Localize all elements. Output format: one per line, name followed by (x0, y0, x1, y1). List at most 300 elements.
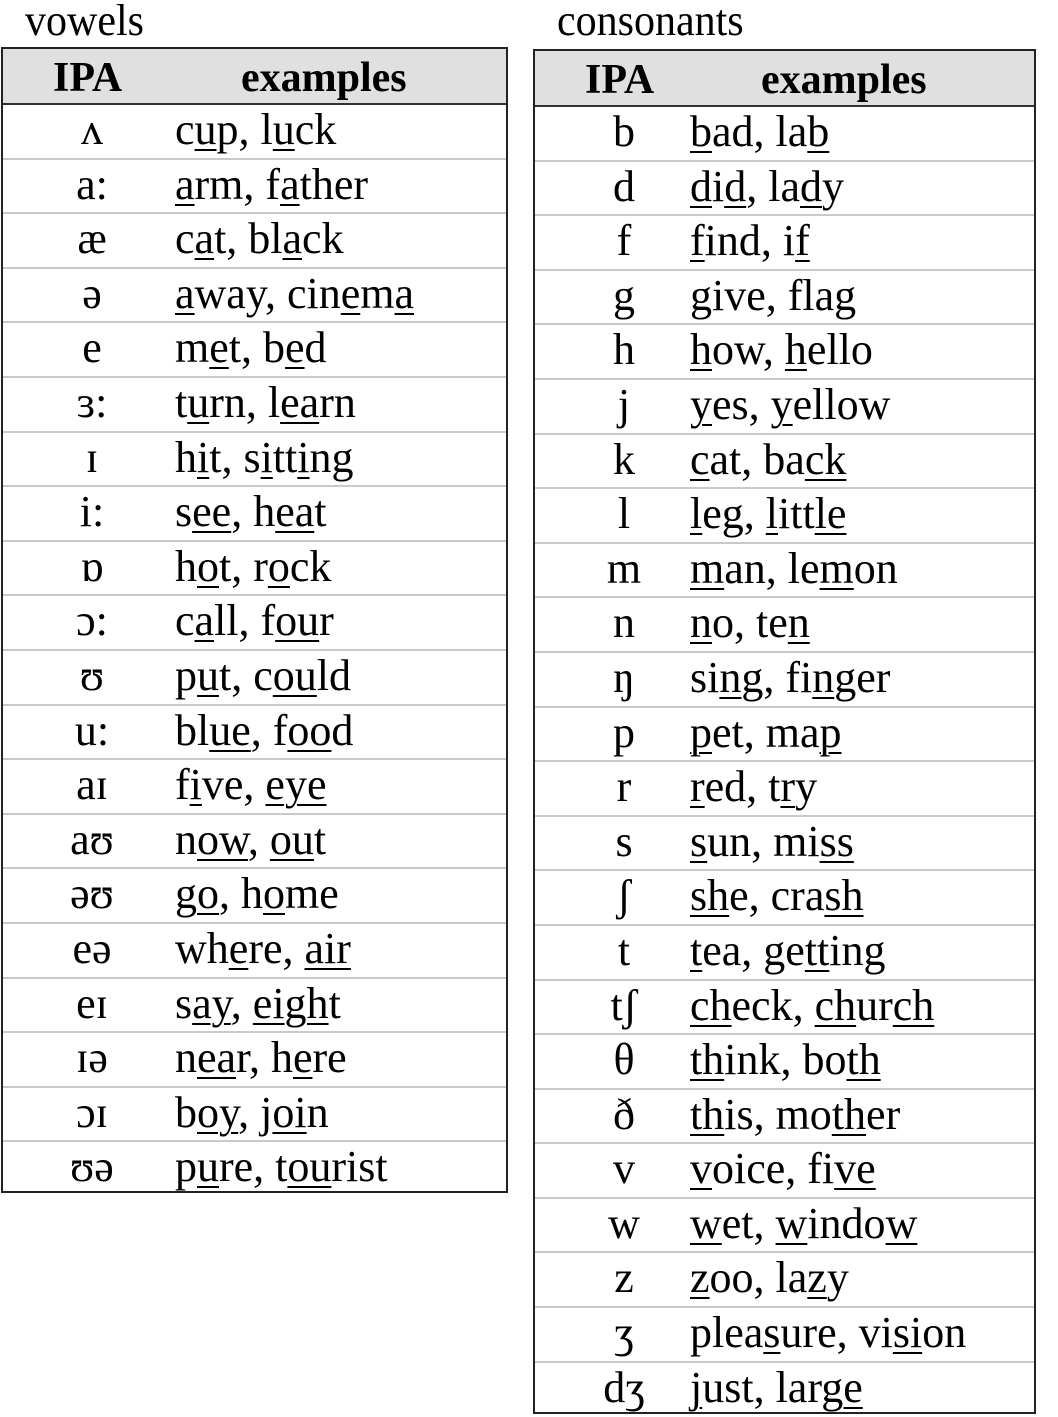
underlined-letters: f (795, 216, 810, 266)
example-text: , j (238, 1087, 273, 1137)
underlined-letters: e (228, 923, 249, 973)
table-row (535, 107, 1034, 162)
example-text: eg, (702, 489, 766, 539)
ipa-symbol: aʊ (70, 814, 114, 864)
ipa-column-header: IPA (585, 57, 655, 103)
example-words (690, 325, 873, 375)
example-text: t, c (219, 650, 273, 700)
underlined-letters: ch (892, 980, 935, 1030)
example-text: y (826, 1253, 849, 1303)
examples-column-header: examples (761, 57, 927, 103)
example-text: ll, f (214, 596, 276, 646)
table-row (3, 869, 506, 924)
example-text: t, r (219, 541, 268, 591)
table-row (3, 433, 506, 488)
ipa-symbol: g (613, 270, 635, 320)
ipa-symbol: e (82, 323, 102, 373)
table-row (535, 653, 1034, 708)
ipa-column-header: IPA (53, 55, 123, 101)
example-text: p (175, 1142, 197, 1192)
example-text: ck (289, 541, 332, 591)
underlined-letters: u (197, 1142, 219, 1192)
example-text: n (306, 1087, 329, 1137)
table-row (535, 435, 1034, 490)
table-row (3, 269, 506, 324)
underlined-letters: z (807, 1253, 827, 1303)
example-text: on (853, 543, 898, 593)
ipa-symbol: ɪ (85, 432, 99, 482)
ipa-symbol: eə (72, 923, 112, 973)
example-words (175, 1088, 329, 1138)
example-words (175, 323, 327, 373)
example-text: eck, (731, 980, 815, 1030)
example-text: s (175, 978, 193, 1028)
ipa-symbol: d (613, 161, 635, 211)
underlined-letters: a (282, 214, 303, 264)
example-words (175, 378, 356, 428)
underlined-letters: ve (834, 1144, 876, 1194)
ipa-symbol: ŋ (613, 652, 635, 702)
example-text: ger (834, 652, 891, 702)
ipa-symbol: f (616, 216, 632, 266)
consonants-title: consonants (557, 0, 744, 46)
underlined-letters: ch (814, 980, 857, 1030)
example-text: h (175, 432, 197, 482)
ipa-symbol: l (617, 489, 631, 539)
ipa-symbol: tʃ (610, 980, 638, 1030)
table-row (535, 762, 1034, 817)
example-text: o, te (712, 598, 788, 648)
example-words (690, 271, 856, 321)
example-words (690, 926, 886, 976)
example-text: t (328, 978, 341, 1028)
underlined-letters: s (690, 816, 708, 866)
example-text: y (795, 762, 818, 812)
underlined-letters: m (690, 543, 725, 593)
table-row (3, 542, 506, 597)
underlined-letters: w (690, 1198, 722, 1248)
ipa-symbol: v (613, 1144, 635, 1194)
example-text: i (712, 161, 725, 211)
example-words (690, 1253, 849, 1303)
ipa-symbol: p (613, 707, 635, 757)
example-text: t, s (209, 432, 261, 482)
underlined-letters: e (285, 323, 305, 373)
example-words (690, 107, 829, 157)
example-text: , (230, 978, 253, 1028)
underlined-letters: ou (275, 596, 320, 646)
example-text: r, h (236, 1033, 293, 1083)
example-text: on (922, 1308, 967, 1358)
example-words (690, 653, 890, 703)
example-text: ng (309, 432, 354, 482)
examples-column-header: examples (241, 55, 407, 101)
example-text: bl (175, 705, 210, 755)
table-row (535, 708, 1034, 763)
underlined-letters: e (209, 323, 229, 373)
table-row (3, 596, 506, 651)
table-row (535, 817, 1034, 872)
underlined-letters: g (834, 270, 857, 320)
table-row (3, 651, 506, 706)
example-words (690, 762, 817, 812)
table-row (535, 1253, 1034, 1308)
underlined-letters: ge (821, 1362, 863, 1412)
table-row (535, 1363, 1034, 1417)
underlined-letters: g (690, 270, 712, 320)
example-text: ld (316, 650, 351, 700)
example-text: , f (250, 705, 288, 755)
example-words (690, 489, 846, 539)
example-text: c (175, 596, 195, 646)
underlined-letters: u (194, 105, 217, 154)
ipa-symbol: ɔ: (76, 596, 108, 646)
example-words (690, 435, 846, 485)
underlined-letters: ou (269, 814, 314, 864)
table-row (535, 325, 1034, 380)
table-row (535, 544, 1034, 599)
example-text: ive, fla (712, 270, 835, 320)
example-text: ad, la (712, 107, 808, 156)
example-text: rn (319, 377, 356, 427)
table-row (535, 380, 1034, 435)
example-words (690, 817, 854, 867)
example-text: , la (746, 161, 800, 211)
table-header (535, 51, 1034, 107)
underlined-letters: n (690, 598, 712, 648)
example-text: wh (175, 923, 229, 973)
example-text: t (175, 377, 188, 427)
ipa-symbol: θ (613, 1035, 635, 1085)
ipa-symbol: j (617, 379, 631, 429)
example-text: way, cin (194, 268, 341, 318)
table-row (535, 271, 1034, 326)
underlined-letters: tt (804, 925, 830, 975)
underlined-letters: oo (287, 705, 332, 755)
underlined-letters: a (194, 596, 215, 646)
example-text: ure, vi (780, 1308, 893, 1358)
ipa-symbol: b (613, 107, 635, 156)
underlined-letters: d (800, 161, 822, 211)
underlined-letters: i (197, 432, 210, 482)
ipa-symbol: z (614, 1253, 634, 1303)
example-text: ck (302, 214, 344, 264)
example-words (690, 1035, 881, 1085)
example-text: indo (807, 1198, 886, 1248)
underlined-letters: o (267, 541, 290, 591)
underlined-letters: ea (197, 1033, 237, 1083)
example-words (175, 979, 341, 1029)
underlined-letters: e (292, 1033, 313, 1083)
table-row (535, 871, 1034, 926)
underlined-letters: sh (824, 871, 864, 921)
table-row (3, 378, 506, 433)
table-row (535, 981, 1034, 1036)
underlined-letters: a (280, 159, 300, 209)
underlined-letters: t (690, 925, 703, 975)
example-text: ow, (712, 325, 785, 375)
ipa-symbol: ʌ (81, 105, 103, 154)
example-text: ello (806, 325, 873, 375)
underlined-letters: c (690, 434, 710, 484)
vowels-table (1, 47, 508, 1193)
example-text: t (313, 814, 327, 864)
ipa-symbol: eɪ (76, 978, 108, 1028)
example-words (690, 544, 898, 594)
example-text: plea (690, 1308, 764, 1358)
table-row (3, 706, 506, 761)
table-row (535, 598, 1034, 653)
example-text: es, (712, 379, 771, 429)
table-row (3, 487, 506, 542)
example-text: d (304, 323, 327, 373)
example-text: rn, l (209, 377, 281, 427)
table-row (535, 1090, 1034, 1145)
table-row (3, 924, 506, 979)
example-words (175, 869, 339, 919)
table-row (3, 214, 506, 269)
underlined-letters: a (175, 268, 195, 318)
example-text: itt (778, 489, 815, 539)
underlined-letters: th (690, 1089, 725, 1139)
table-row (535, 1144, 1034, 1199)
underlined-letters: p (819, 707, 842, 757)
table-row (535, 1308, 1034, 1363)
example-text: s (175, 487, 193, 537)
underlined-letters: m (819, 543, 854, 593)
example-text: re, t (219, 1142, 288, 1192)
underlined-letters: ch (690, 980, 732, 1030)
underlined-letters: ou (287, 1142, 332, 1192)
underlined-letters: b (690, 107, 712, 156)
table-row (535, 489, 1034, 544)
ipa-symbol: w (608, 1198, 640, 1248)
underlined-letters: y (770, 379, 793, 429)
table-row (3, 1088, 506, 1143)
ipa-symbol: əʊ (70, 869, 114, 919)
example-words (690, 216, 810, 266)
example-text: , h (231, 487, 276, 537)
example-words (690, 871, 864, 921)
example-words (175, 651, 351, 701)
underlined-letters: e (340, 268, 361, 318)
example-text: c (175, 105, 195, 154)
table-row (535, 926, 1034, 981)
underlined-letters: d (724, 161, 747, 211)
example-text: ur (856, 980, 893, 1030)
vowels-title: vowels (25, 0, 144, 46)
underlined-letters: n (812, 652, 835, 702)
ipa-symbol: ʊə (70, 1142, 114, 1192)
underlined-letters: oi (272, 1087, 307, 1137)
example-text: n (175, 814, 197, 864)
ipa-symbol: ɪə (76, 1033, 108, 1083)
table-row (535, 1035, 1034, 1090)
underlined-letters: i (189, 760, 202, 810)
underlined-letters: p (690, 707, 712, 757)
example-text: an, le (724, 543, 820, 593)
example-words (690, 1308, 966, 1358)
table-row (3, 160, 506, 215)
underlined-letters: d (690, 161, 712, 211)
example-words (175, 542, 331, 592)
consonants-table (533, 49, 1036, 1414)
example-text: h (175, 541, 197, 591)
example-text: t, b (228, 323, 285, 373)
ipa-symbol: h (613, 325, 635, 375)
example-text: et, ma (712, 707, 820, 757)
underlined-letters: a (394, 268, 415, 318)
example-text: ellow (792, 379, 891, 429)
underlined-letters: ow (197, 814, 248, 864)
example-words (690, 1090, 900, 1140)
example-words (690, 598, 810, 648)
example-text: et, (721, 1198, 776, 1248)
example-text: t, bl (214, 214, 283, 264)
underlined-letters: ea (280, 377, 320, 427)
underlined-letters: h (690, 325, 712, 375)
table-row (3, 105, 506, 160)
underlined-letters: r (690, 762, 705, 812)
underlined-letters: s (763, 1308, 781, 1358)
underlined-letters: y (690, 379, 712, 429)
underlined-letters: r (780, 762, 796, 812)
example-words (175, 760, 326, 810)
example-words (175, 815, 326, 865)
underlined-letters: o (197, 869, 219, 919)
table-row (3, 323, 506, 378)
ipa-symbol: ʃ (616, 871, 632, 921)
underlined-letters: l (690, 489, 703, 539)
underlined-letters: i (297, 432, 310, 482)
underlined-letters: o (263, 869, 285, 919)
example-text: rm, f (194, 159, 281, 209)
example-text: , (247, 814, 270, 864)
example-words (175, 214, 344, 264)
example-words (175, 1142, 388, 1192)
underlined-letters: v (690, 1144, 712, 1194)
example-text: oice, fi (712, 1144, 835, 1194)
ipa-symbol: s (615, 816, 633, 866)
underlined-letters: o (197, 541, 219, 591)
ipa-symbol: t (617, 925, 631, 975)
underlined-letters: ue (209, 705, 251, 755)
example-words (175, 706, 353, 756)
example-text: ve, (201, 760, 266, 810)
example-text: ust, lar (702, 1362, 822, 1412)
table-header (3, 49, 506, 105)
underlined-letters: u (272, 105, 295, 154)
table-row (535, 162, 1034, 217)
example-text: m (175, 323, 210, 373)
example-text: er (866, 1089, 901, 1139)
underlined-letters: th (690, 1035, 725, 1085)
example-text: n (175, 1033, 197, 1083)
example-text: ink, bo (724, 1035, 847, 1085)
example-text: at, ba (709, 434, 805, 484)
underlined-letters: u (187, 377, 210, 427)
example-text: d (331, 705, 354, 755)
underlined-letters: ee (192, 487, 232, 537)
example-words (175, 269, 414, 319)
ipa-symbol: ɔɪ (76, 1087, 108, 1137)
underlined-letters: j (690, 1362, 703, 1412)
underlined-letters: oy (197, 1087, 239, 1137)
underlined-letters: eigh (252, 978, 329, 1028)
underlined-letters: i (260, 432, 273, 482)
example-text: si (690, 652, 720, 702)
underlined-letters: th (831, 1089, 867, 1139)
underlined-letters: w (775, 1198, 808, 1248)
underlined-letters: z (690, 1253, 710, 1303)
ipa-symbol: r (616, 762, 632, 812)
table-row (535, 1199, 1034, 1254)
ipa-symbol: k (613, 434, 635, 484)
example-words (690, 162, 844, 212)
table-row (535, 216, 1034, 271)
example-text: t (314, 487, 327, 537)
example-text: m (360, 268, 395, 318)
ipa-symbol: n (613, 598, 635, 648)
example-text: e, cra (729, 871, 825, 921)
underlined-letters: th (846, 1035, 881, 1085)
example-text: r (319, 596, 334, 646)
ipa-symbol: ɜ: (76, 377, 108, 427)
underlined-letters: a (175, 159, 195, 209)
ipa-symbol: ð (613, 1089, 635, 1139)
underlined-letters: w (885, 1198, 918, 1248)
ipa-symbol: u: (74, 705, 110, 755)
example-words (690, 1199, 917, 1249)
example-text: g (175, 869, 197, 919)
example-words (690, 1144, 876, 1194)
example-text: me (285, 869, 339, 919)
ipa-symbol: m (606, 543, 642, 593)
example-text: f (175, 760, 190, 810)
underlined-letters: n (787, 598, 810, 648)
example-text: oo, la (709, 1253, 808, 1303)
table-row (3, 979, 506, 1034)
example-text: c (175, 214, 195, 264)
underlined-letters: ng (719, 652, 764, 702)
example-text: p, l (216, 105, 273, 154)
ipa-symbol: æ (77, 214, 107, 264)
underlined-letters: ck (804, 434, 847, 484)
example-words (690, 708, 842, 758)
example-text: ea, ge (702, 925, 805, 975)
underlined-letters: ou (272, 650, 317, 700)
example-words (175, 596, 334, 646)
table-row (3, 1033, 506, 1088)
example-text: ind, i (704, 216, 796, 266)
example-text: , h (219, 869, 263, 919)
example-text: is, mo (724, 1089, 832, 1139)
example-words (690, 981, 934, 1031)
example-words (175, 433, 354, 483)
example-text: y (822, 161, 844, 211)
underlined-letters: b (807, 107, 830, 156)
example-text: un, mi (707, 816, 820, 866)
underlined-letters: eye (265, 760, 327, 810)
example-words (175, 1033, 347, 1083)
ipa-symbol: ʒ (614, 1308, 634, 1358)
example-text: rist (331, 1142, 388, 1192)
underlined-letters: sh (690, 871, 730, 921)
ipa-symbol: a: (76, 159, 108, 209)
example-text: ck (294, 105, 337, 154)
example-text: p (175, 650, 197, 700)
example-words (175, 924, 351, 974)
